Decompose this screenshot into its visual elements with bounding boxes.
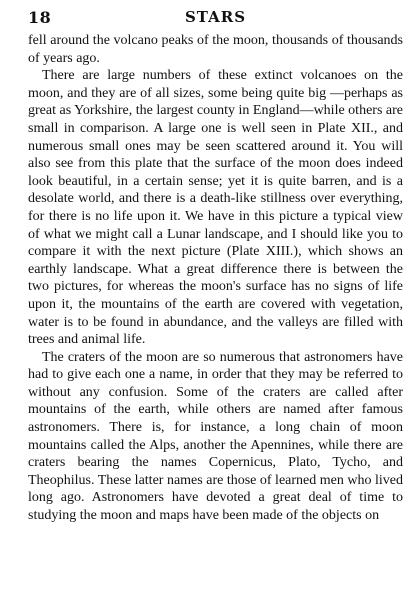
paragraph-crater-names: The craters of the moon are so numerous that astronomers have had to give each one a name, in order that they may be referred to without any confusion. Some of the craters are called after mountains of the earth, while others are named after famous astronomers. There is, for instance, a long chain of moon mountains called the Alps, another the Apennines, while there are craters bearing the names Copernicus, Plato, Tycho, and Theophilus. These latter names are those of learned men who lived long ago. Astronomers have devoted a great deal of time to studying the moon and maps have been made of the objects on <box>28 349 403 524</box>
page-header <box>28 8 403 32</box>
body-text <box>28 32 403 525</box>
book-page <box>28 8 403 525</box>
page-number: 18 <box>28 8 52 27</box>
paragraph-extinct-volcanoes: There are large numbers of these extinct volcanoes on the moon, and they are of all sizes, some being quite big —perhaps as great as Yorkshire, the largest county in England—while others are small in comparison. A large one is well seen in Plate XII., and numerous small ones may be seen scattered around it. You will also see from this plate that the surface of the moon does indeed look beautiful, in a certain sense; yet it is quite barren, and is a desolate world, and there is a death-like stillness over everything, for there is no life upon it. We have in this picture a typical view of what we might call a Lunar landscape, and I should like you to compare it with the next picture (Plate XIII.), which shows an earthly landscape. What a great difference there is between the two pictures, for whereas the moon's surface has no signs of life upon it, the mountains of the earth are covered with vegetation, water is to be found in abundance, and the valleys are filled with trees and animal life. <box>28 68 403 348</box>
running-head: STARS <box>184 8 247 26</box>
paragraph-continued: fell around the volcano peaks of the moon, thousands of thousands of years ago. <box>28 33 403 66</box>
